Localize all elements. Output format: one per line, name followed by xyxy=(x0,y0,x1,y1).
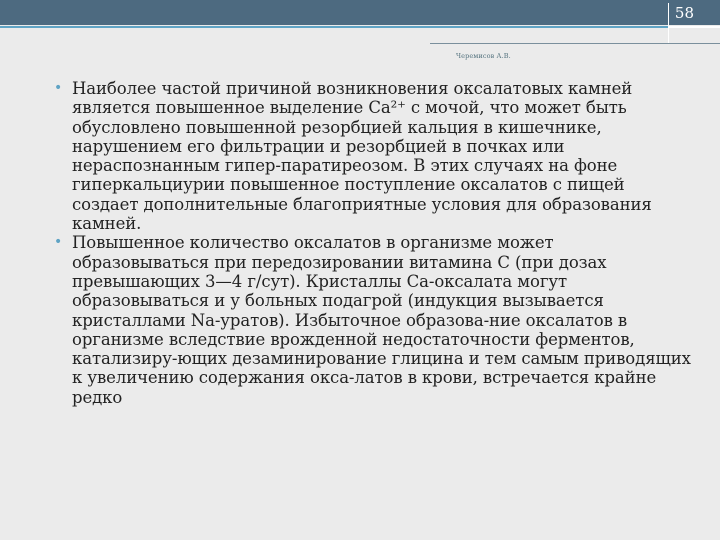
accent-line xyxy=(0,26,668,28)
bullet-item xyxy=(52,233,692,407)
author-underline xyxy=(430,43,720,44)
page-number: 58 xyxy=(674,4,694,22)
bullet-icon: • xyxy=(54,80,63,96)
bullet-text: Повышенное количество оксалатов в организме может образовываться при передозировании витамина С (при дозах превышающих 3—4 г/сут). Кристаллы Са-оксалата могут образовываться и у больных подагрой (индукция вызывается кристаллами Na-уратов). Избыточное образова-ние оксалатов в организме вследствие врожденной недостаточности ферментов, катализиру-ющих дезаминирование глицина и тем самым приводящих к увеличению содержания окса-латов в крови, встречается крайне редко xyxy=(72,233,691,407)
author-label: Черемисов А.В. xyxy=(456,52,511,60)
bullet-list xyxy=(52,79,692,407)
header-divider xyxy=(668,3,669,43)
accent-line-right xyxy=(669,26,720,28)
header-band xyxy=(0,0,720,25)
bullet-text: Наиболее частой причиной возникновения оксалатовых камней является повышенное выделение Ca²⁺ с мочой, что может быть обусловлено повышенной резорбцией кальция в кишечнике, нарушением его фильтрации и резорбцией в почках или нераспознанным гипер-паратиреозом. В этих случаях на фоне гиперкальциурии повышенное поступление оксалатов с пищей создает дополнительные благоприятные условия для образования камней. xyxy=(72,79,652,234)
bullet-item xyxy=(52,79,692,233)
bullet-icon: • xyxy=(54,234,63,251)
